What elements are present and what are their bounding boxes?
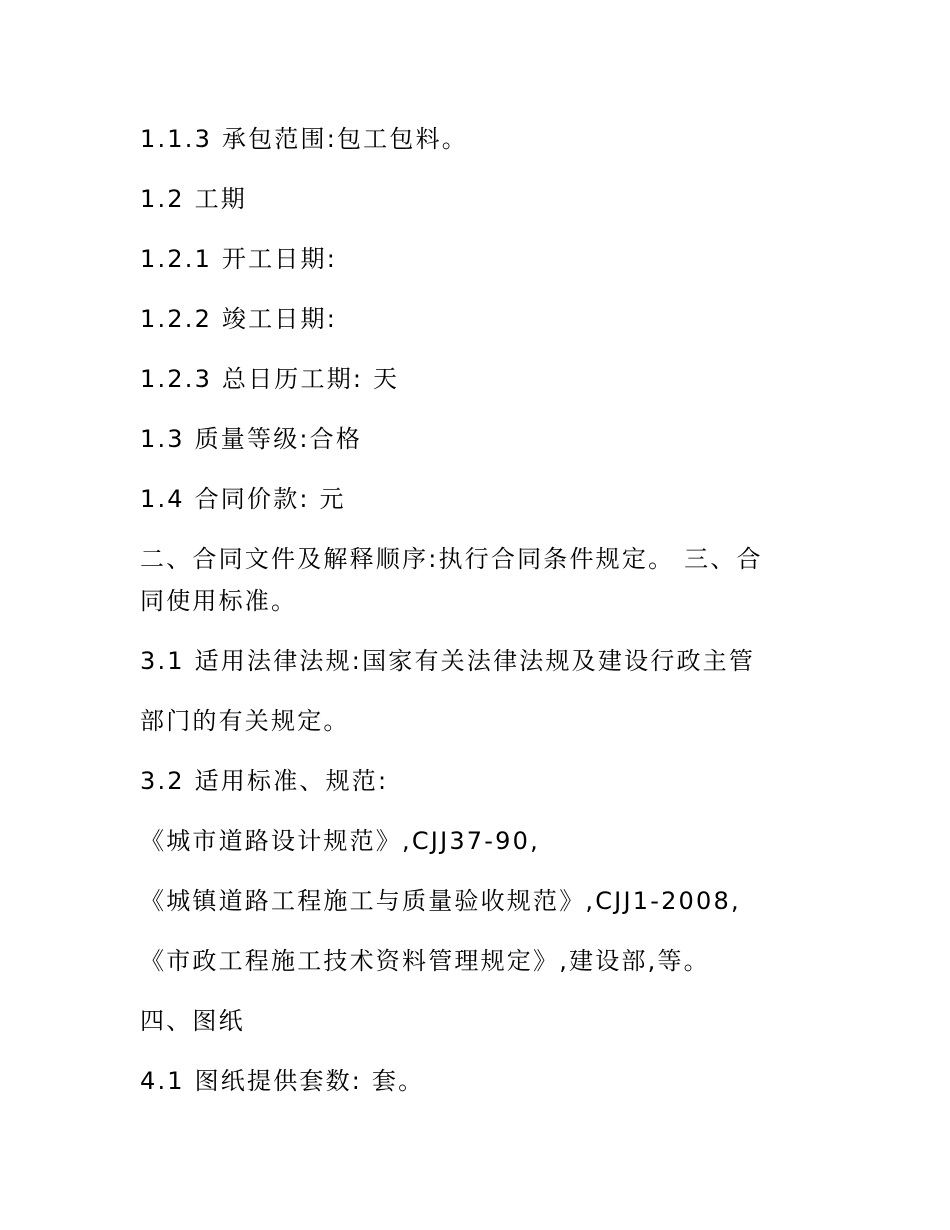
standard-item-1: 《城市道路设计规范》,CJJ37-90,: [140, 827, 540, 855]
clause-1-2-2: 1.2.2 竣工日期:: [140, 305, 337, 333]
clause-1-4: 1.4 合同价款: 元: [140, 485, 346, 513]
clause-1-2-1: 1.2.1 开工日期:: [140, 245, 337, 273]
standard-item-2: 《城镇道路工程施工与质量验收规范》,CJJ1-2008,: [140, 887, 741, 915]
clause-1-3: 1.3 质量等级:合格: [140, 425, 363, 453]
section-2-line-2: 同使用标准。: [140, 587, 298, 615]
clause-4-1: 4.1 图纸提供套数: 套。: [140, 1067, 425, 1095]
clause-1-2: 1.2 工期: [140, 185, 247, 213]
section-4-heading: 四、图纸: [140, 1007, 245, 1035]
section-2-line-1: 二、合同文件及解释顺序:执行合同条件规定。 三、合: [140, 545, 763, 573]
clause-1-1-3: 1.1.3 承包范围:包工包料。: [140, 125, 468, 153]
clause-3-1-line-2: 部门的有关规定。: [140, 707, 350, 735]
clause-3-1-line-1: 3.1 适用法律法规:国家有关法律法规及建设行政主管: [140, 647, 756, 675]
standard-item-3: 《市政工程施工技术资料管理规定》,建设部,等。: [140, 947, 710, 975]
clause-1-2-3: 1.2.3 总日历工期: 天: [140, 365, 400, 393]
clause-3-2: 3.2 适用标准、规范:: [140, 767, 389, 795]
